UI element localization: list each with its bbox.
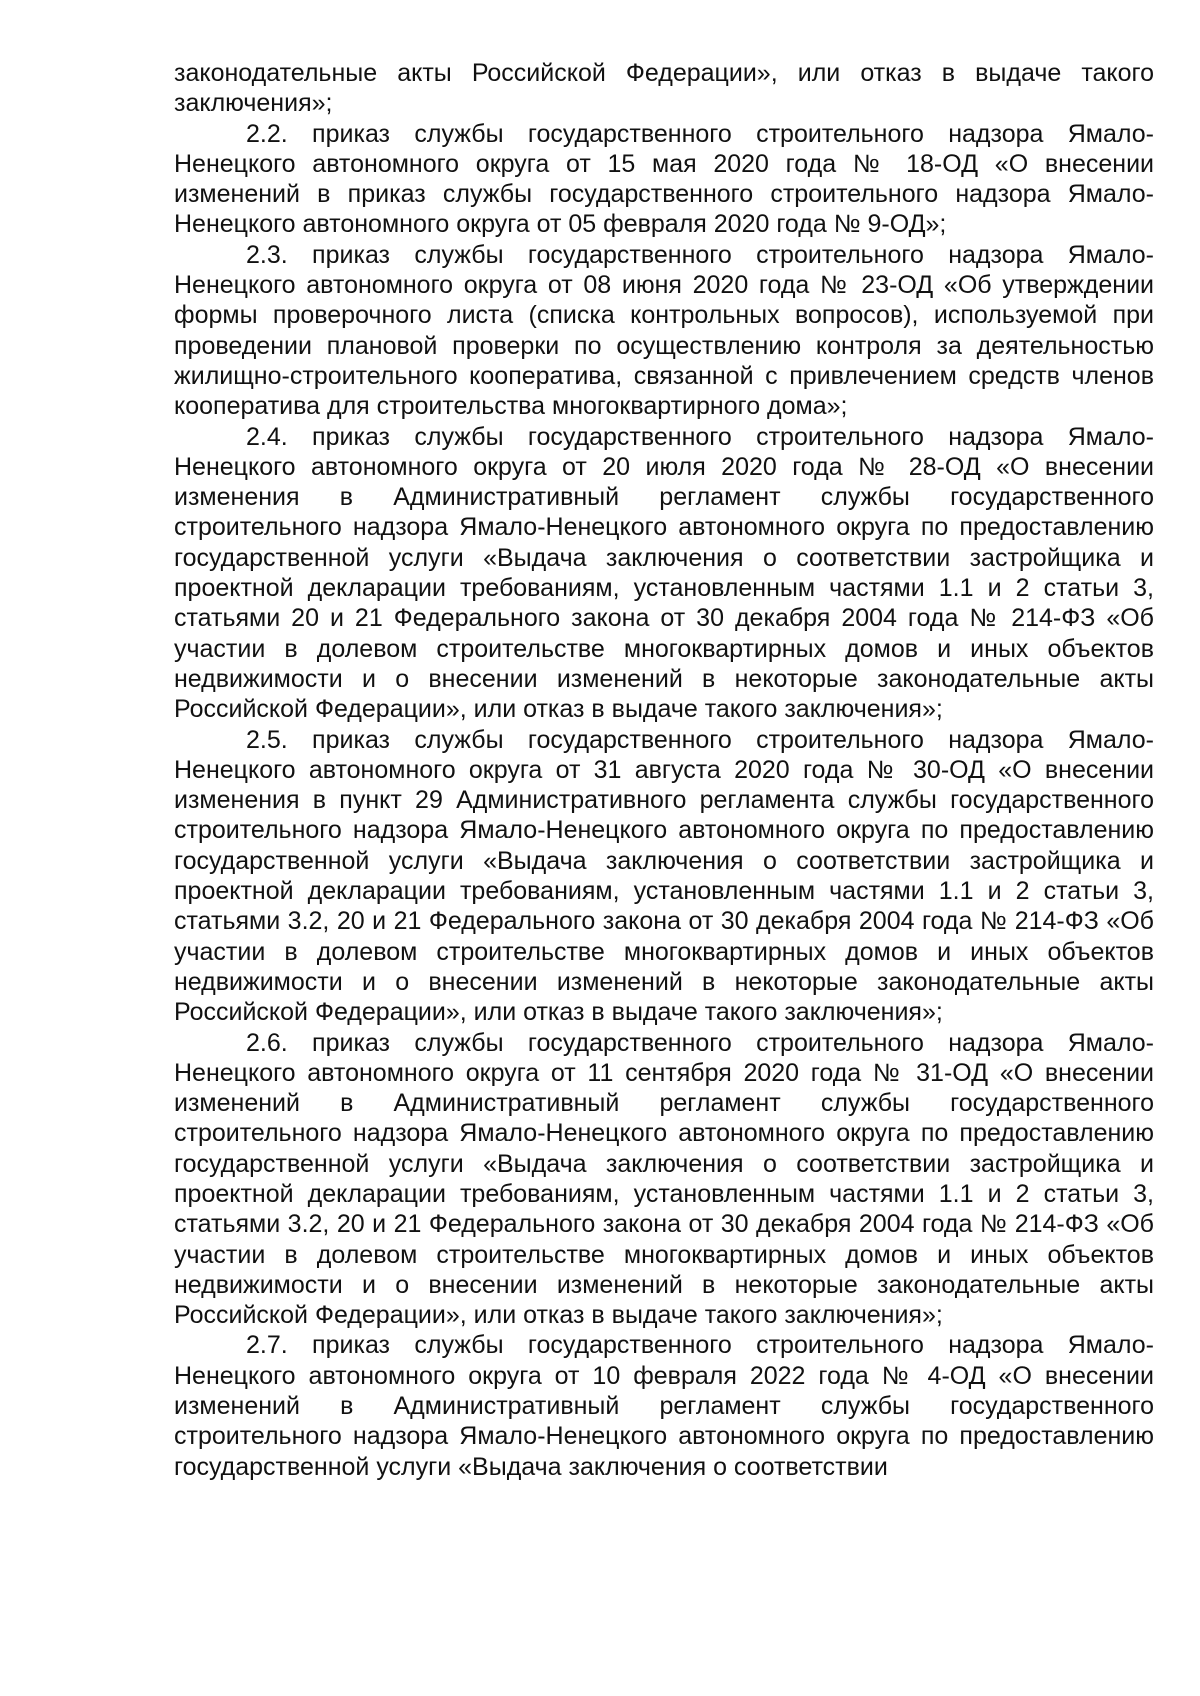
paragraph-item-2-5: 2.5. приказ службы государственного строительного надзора Ямало-Ненецкого автономного округа от 31 августа 2020 года № 30-ОД «О внесении изменения в пункт 29 Административного регламента службы государственного строительного надзора Ямало-Ненецкого автономного округа по предоставлению государственной услуги «Выдача заключения о соответствии застройщика и проектной декларации требованиям, установленным частями 1.1 и 2 статьи 3, статьями 3.2, 20 и 21 Федерального закона от 30 декабря 2004 года № 214-ФЗ «Об участии в долевом строительстве многоквартирных домов и иных объектов недвижимости и о внесении изменений в некоторые законодательные акты Российской Федерации», или отказ в выдаче такого заключения»; (174, 725, 1154, 1027)
document-body (174, 58, 1154, 1482)
paragraph-item-2-2: 2.2. приказ службы государственного строительного надзора Ямало-Ненецкого автономного округа от 15 мая 2020 года № 18-ОД «О внесении изменений в приказ службы государственного строительного надзора Ямало-Ненецкого автономного округа от 05 февраля 2020 года № 9-ОД»; (174, 119, 1154, 239)
paragraph-item-2-3: 2.3. приказ службы государственного строительного надзора Ямало-Ненецкого автономного округа от 08 июня 2020 года № 23-ОД «Об утверждении формы проверочного листа (списка контрольных вопросов), используемой при проведении плановой проверки по осуществлению контроля за деятельностью жилищно-строительного кооператива, связанной с привлечением средств членов кооператива для строительства многоквартирного дома»; (174, 240, 1154, 421)
paragraph-item-2-6: 2.6. приказ службы государственного строительного надзора Ямало-Ненецкого автономного округа от 11 сентября 2020 года № 31-ОД «О внесении изменений в Административный регламент службы государственного строительного надзора Ямало-Ненецкого автономного округа по предоставлению государственной услуги «Выдача заключения о соответствии застройщика и проектной декларации требованиям, установленным частями 1.1 и 2 статьи 3, статьями 3.2, 20 и 21 Федерального закона от 30 декабря 2004 года № 214-ФЗ «Об участии в долевом строительстве многоквартирных домов и иных объектов недвижимости и о внесении изменений в некоторые законодательные акты Российской Федерации», или отказ в выдаче такого заключения»; (174, 1028, 1154, 1330)
paragraph-item-2-7: 2.7. приказ службы государственного строительного надзора Ямало-Ненецкого автономного округа от 10 февраля 2022 года № 4-ОД «О внесении изменений в Административный регламент службы государственного строительного надзора Ямало-Ненецкого автономного округа по предоставлению государственной услуги «Выдача заключения о соответствии (174, 1331, 1154, 1481)
paragraph-continuation: законодательные акты Российской Федерации», или отказ в выдаче такого заключения»; (174, 59, 1154, 118)
paragraph-item-2-4: 2.4. приказ службы государственного строительного надзора Ямало-Ненецкого автономного округа от 20 июля 2020 года № 28-ОД «О внесении изменения в Административный регламент службы государственного строительного надзора Ямало-Ненецкого автономного округа по предоставлению государственной услуги «Выдача заключения о соответствии застройщика и проектной декларации требованиям, установленным частями 1.1 и 2 статьи 3, статьями 20 и 21 Федерального закона от 30 декабря 2004 года № 214-ФЗ «Об участии в долевом строительстве многоквартирных домов и иных объектов недвижимости и о внесении изменений в некоторые законодательные акты Российской Федерации», или отказ в выдаче такого заключения»; (174, 422, 1154, 724)
